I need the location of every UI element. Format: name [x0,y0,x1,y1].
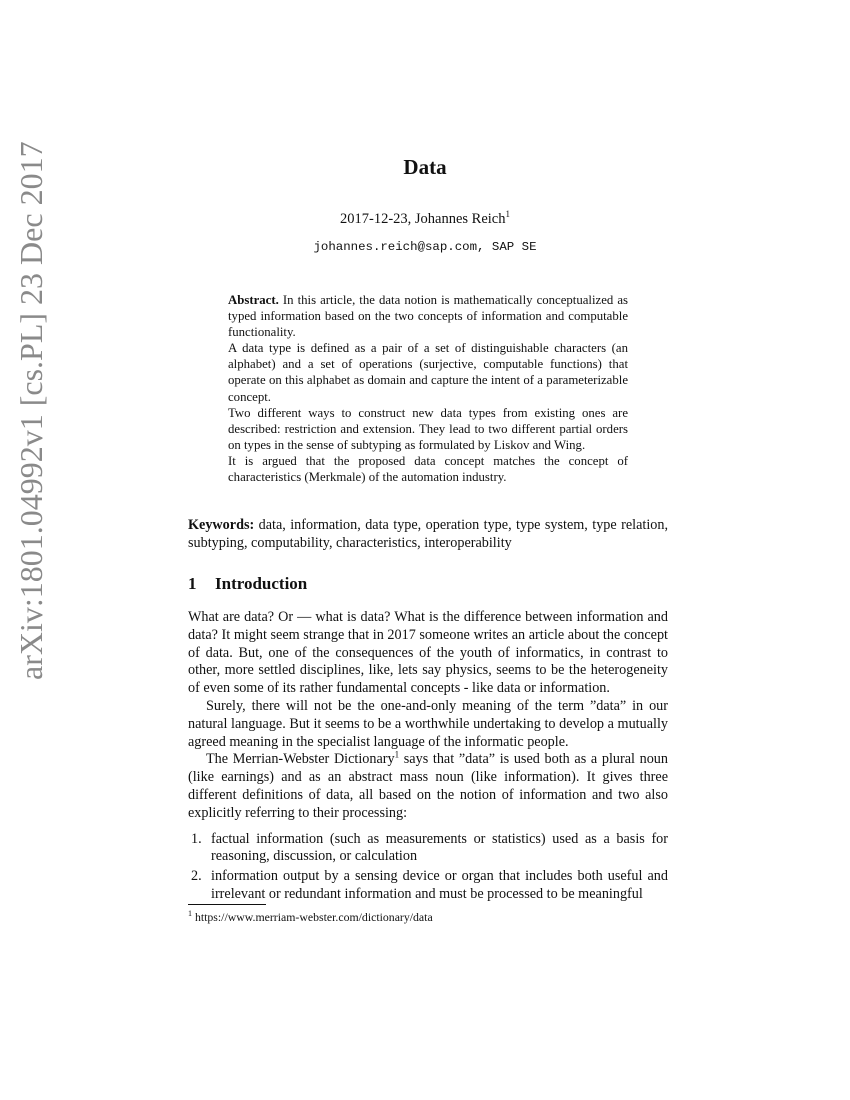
keywords-text: data, information, data type, operation type, type system, type relation, subtyping, computability, characteristics, interoperability [188,517,668,551]
body-paragraph: Surely, there will not be the one-and-only meaning of the term ”data” in our natural language. But it seems to be a worthwhile undertaking to develop a mutually agreed meaning in the specialist language of the informatic people. [188,697,668,750]
footnote-url[interactable]: https://www.merriam-webster.com/dictionary/data [194,909,433,924]
body-paragraph: What are data? Or — what is data? What is the difference between information and data? It might seem strange that in 2017 someone writes an article about the concept of data. But, one of the consequences of the youth of informatics, in contrast to other, more settled disciplines, like, lets say physics, seems to be the heterogeneity of even some of its rather fundamental concepts - like data or information. [188,609,668,697]
footnote [188,907,668,924]
list-item-label: 2. [191,868,202,885]
introduction-body [188,609,668,906]
abstract-paragraph: It is argued that the proposed data concept matches the concept of characteristics (Merkmale) of the automation industry. [228,453,628,485]
definition-list [188,831,668,904]
abstract-paragraph: Two different ways to construct new data types from existing ones are described: restriction and extension. They lead to two different partial orders on types in the sense of subtyping as formulated by Liskov and Wing. [228,405,628,452]
abstract [228,292,628,485]
body-paragraph [188,751,668,822]
footnote-reference: 1 [394,749,400,760]
list-item-label: 1. [191,830,202,847]
list-item [188,868,668,904]
body-text-span: says that ”data” is used both as a plural noun (like earnings) and as an abstract mass noun (like information). It gives three different definitions of data, all based on the notion of information and two also explicitly referring to their processing: [188,751,668,821]
list-item [188,831,668,867]
abstract-label: Abstract. [228,293,279,307]
list-item-text: factual information (such as measurements or statistics) used as a basis for reasoning, discussion, or calculation [211,830,668,865]
author-email-affiliation: johannes.reich@sap.com, SAP SE [313,240,537,254]
section-title: Introduction [215,574,308,593]
list-item-text: information output by a sensing device or organ that includes both useful and irrelevant or redundant information and must be processed to be meaningful [211,868,668,902]
abstract-paragraph [228,292,628,340]
date-and-author: 2017-12-23, Johannes Reich [339,210,506,227]
footnote-mark: 1 [188,909,192,918]
keywords [188,516,668,552]
paper-title: Data [403,155,447,179]
byline-footnote-mark: 1 [505,209,510,219]
abstract-text: In this article, the data notion is mathematically conceptualized as typed information based on the two concepts of information and computable functionality. [228,293,629,340]
section-heading [188,574,307,594]
keywords-label: Keywords: [188,517,255,533]
arxiv-identifier-stamp: arXiv:1801.04992v1 [cs.PL] 23 Dec 2017 [13,141,49,680]
section-number: 1 [188,574,197,593]
body-text-span: The Merrian-Webster Dictionary [206,751,395,768]
paper-byline [0,209,850,228]
footnote-divider [188,904,266,905]
abstract-paragraph: A data type is defined as a pair of a set of distinguishable characters (an alphabet) and a set of operations (surjective, computable functions) that operate on this alphabet as domain and capture the intent of a parameterizable concept. [228,341,628,404]
